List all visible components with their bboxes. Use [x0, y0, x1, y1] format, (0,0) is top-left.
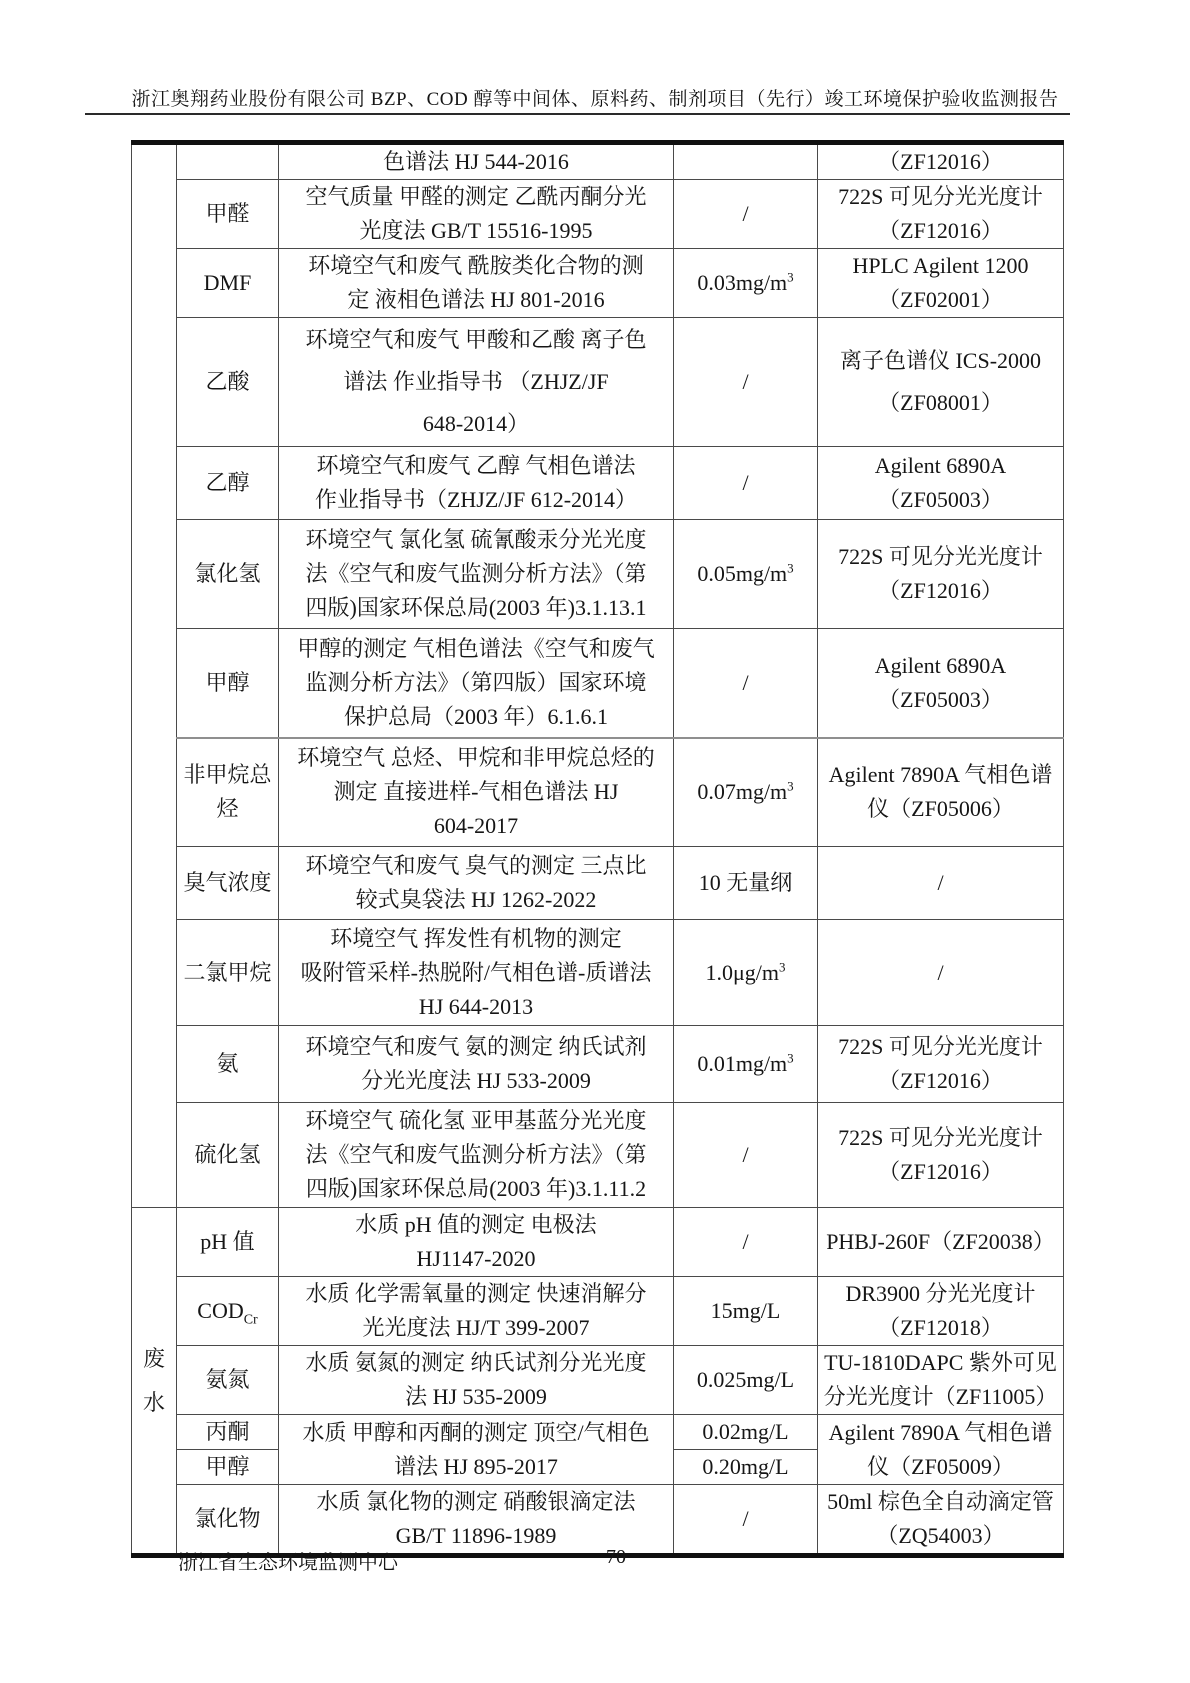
category-label-wastewater: 废 水 [142, 1345, 165, 1415]
param-cell: 氯化物 [177, 1485, 279, 1556]
param-cell: 甲醇 [177, 629, 279, 738]
instrument-cell: HPLC Agilent 1200 （ZF02001） [818, 249, 1064, 318]
monitoring-method-table [131, 140, 1064, 1558]
method-cell: 水质 氯化物的测定 硝酸银滴定法 GB/T 11896-1989 [279, 1485, 674, 1556]
method-cell: 空气质量 甲醛的测定 乙酰丙酮分光 光度法 GB/T 15516-1995 [279, 180, 674, 249]
limit-cell: 0.025mg/L [674, 1346, 818, 1415]
param-cell: 丙酮 [177, 1415, 279, 1450]
table-row [132, 629, 1064, 738]
limit-cell: 10 无量纲 [674, 847, 818, 920]
instrument-cell: / [818, 847, 1064, 920]
method-cell: 水质 甲醇和丙酮的测定 顶空/气相色 谱法 HJ 895-2017 [279, 1415, 674, 1485]
limit-cell: $0.01mg/m^3$ [674, 1026, 818, 1103]
param-cell: pH 值 [177, 1208, 279, 1277]
limit-cell: $0.07mg/m^3$ [674, 738, 818, 847]
instrument-cell: TU-1810DAPC 紫外可见 分光光度计（ZF11005） [818, 1346, 1064, 1415]
method-cell: 环境空气和废气 酰胺类化合物的测 定 液相色谱法 HJ 801-2016 [279, 249, 674, 318]
limit-cell: / [674, 180, 818, 249]
method-cell: 环境空气和废气 乙醇 气相色谱法 作业指导书（ZHJZ/JF 612-2014） [279, 447, 674, 520]
param-cell: 氯化氢 [177, 520, 279, 629]
instrument-cell: 722S 可见分光光度计 （ZF12016） [818, 520, 1064, 629]
param-cell: 硫化氢 [177, 1103, 279, 1208]
table-row [132, 847, 1064, 920]
method-cell: 环境空气 总烃、甲烷和非甲烷总烃的 测定 直接进样-气相色谱法 HJ 604-2017 [279, 738, 674, 847]
method-cell: 水质 pH 值的测定 电极法 HJ1147-2020 [279, 1208, 674, 1277]
instrument-cell: 50ml 棕色全自动滴定管 （ZQ54003） [818, 1485, 1064, 1556]
table-row [132, 143, 1064, 180]
header-rule [85, 113, 1070, 115]
param-cell [177, 143, 279, 180]
table-row [132, 1277, 1064, 1346]
instrument-cell: 离子色谱仪 ICS-2000 （ZF08001） [818, 318, 1064, 447]
instrument-cell: 722S 可见分光光度计 （ZF12016） [818, 180, 1064, 249]
table-row [132, 1485, 1064, 1556]
method-cell: 环境空气 氯化氢 硫氰酸汞分光光度 法《空气和废气监测分析方法》（第 四版)国家环保总局(2003 年)3.1.13.1 [279, 520, 674, 629]
table-row [132, 1346, 1064, 1415]
instrument-cell: Agilent 6890A（ZF05003） [818, 447, 1064, 520]
limit-cell: / [674, 1103, 818, 1208]
category-cell-wastewater [132, 1208, 177, 1556]
page-header-title: 浙江奥翔药业股份有限公司 BZP、COD 醇等中间体、原料药、制剂项目（先行）竣工环境保护验收监测报告 [131, 89, 1059, 110]
footer-organization: 浙江省生态环境监测中心 [178, 1552, 398, 1574]
limit-cell: $0.05mg/m^3$ [674, 520, 818, 629]
param-cell: DMF [177, 249, 279, 318]
param-cell: 乙醇 [177, 447, 279, 520]
footer-page-number: 70 [606, 1546, 626, 1568]
table-row [132, 920, 1064, 1026]
method-cell: 环境空气和废气 氨的测定 纳氏试剂 分光光度法 HJ 533-2009 [279, 1026, 674, 1103]
table-row [132, 318, 1064, 447]
param-cell: 甲醇 [177, 1450, 279, 1485]
method-cell: 环境空气 硫化氢 亚甲基蓝分光光度 法《空气和废气监测分析方法》（第 四版)国家环保总局(2003 年)3.1.11.2 [279, 1103, 674, 1208]
table-row [132, 1415, 1064, 1450]
limit-cell: 0.20mg/L [674, 1450, 818, 1485]
method-cell: 色谱法 HJ 544-2016 [279, 143, 674, 180]
table-row [132, 1103, 1064, 1208]
limit-cell: 15mg/L [674, 1277, 818, 1346]
table-row [132, 447, 1064, 520]
limit-cell: $1.0\mu g/m^3$ [674, 920, 818, 1026]
instrument-cell: Agilent 6890A（ZF05003） [818, 629, 1064, 738]
category-cell-air [132, 143, 177, 1208]
instrument-cell: Agilent 7890A 气相色谱 仪（ZF05006） [818, 738, 1064, 847]
method-cell: 水质 氨氮的测定 纳氏试剂分光光度 法 HJ 535-2009 [279, 1346, 674, 1415]
method-cell: 甲醇的测定 气相色谱法《空气和废气 监测分析方法》（第四版）国家环境 保护总局（2003 年）6.1.6.1 [279, 629, 674, 738]
table-row [132, 1208, 1064, 1277]
param-cell: 氨氮 [177, 1346, 279, 1415]
instrument-cell: DR3900 分光光度计 （ZF12018） [818, 1277, 1064, 1346]
instrument-cell: PHBJ-260F（ZF20038） [818, 1208, 1064, 1277]
table-row [132, 249, 1064, 318]
limit-cell: $0.03mg/m^3$ [674, 249, 818, 318]
limit-cell: 0.02mg/L [674, 1415, 818, 1450]
param-cell: 非甲烷总烃 [177, 738, 279, 847]
param-cell: $COD_{Cr}$ [177, 1277, 279, 1346]
instrument-cell: Agilent 7890A 气相色谱 仪（ZF05009） [818, 1415, 1064, 1485]
instrument-cell: 722S 可见分光光度计 （ZF12016） [818, 1103, 1064, 1208]
param-cell: 甲醛 [177, 180, 279, 249]
limit-cell: / [674, 1485, 818, 1556]
method-cell: 环境空气和废气 甲酸和乙酸 离子色 谱法 作业指导书 （ZHJZ/JF 648-2014） [279, 318, 674, 447]
param-cell: 二氯甲烷 [177, 920, 279, 1026]
table-row [132, 180, 1064, 249]
limit-cell: / [674, 318, 818, 447]
table-row [132, 738, 1064, 847]
method-cell: 环境空气 挥发性有机物的测定 吸附管采样-热脱附/气相色谱-质谱法 HJ 644-2013 [279, 920, 674, 1026]
table-row [132, 1026, 1064, 1103]
method-cell: 水质 化学需氧量的测定 快速消解分 光光度法 HJ/T 399-2007 [279, 1277, 674, 1346]
instrument-cell: 722S 可见分光光度计 （ZF12016） [818, 1026, 1064, 1103]
limit-cell: / [674, 1208, 818, 1277]
param-cell: 臭气浓度 [177, 847, 279, 920]
param-cell: 乙酸 [177, 318, 279, 447]
table-row [132, 520, 1064, 629]
instrument-cell: / [818, 920, 1064, 1026]
limit-cell: / [674, 447, 818, 520]
limit-cell [674, 143, 818, 180]
method-cell: 环境空气和废气 臭气的测定 三点比 较式臭袋法 HJ 1262-2022 [279, 847, 674, 920]
limit-cell: / [674, 629, 818, 738]
param-cell: 氨 [177, 1026, 279, 1103]
instrument-cell: （ZF12016） [818, 143, 1064, 180]
